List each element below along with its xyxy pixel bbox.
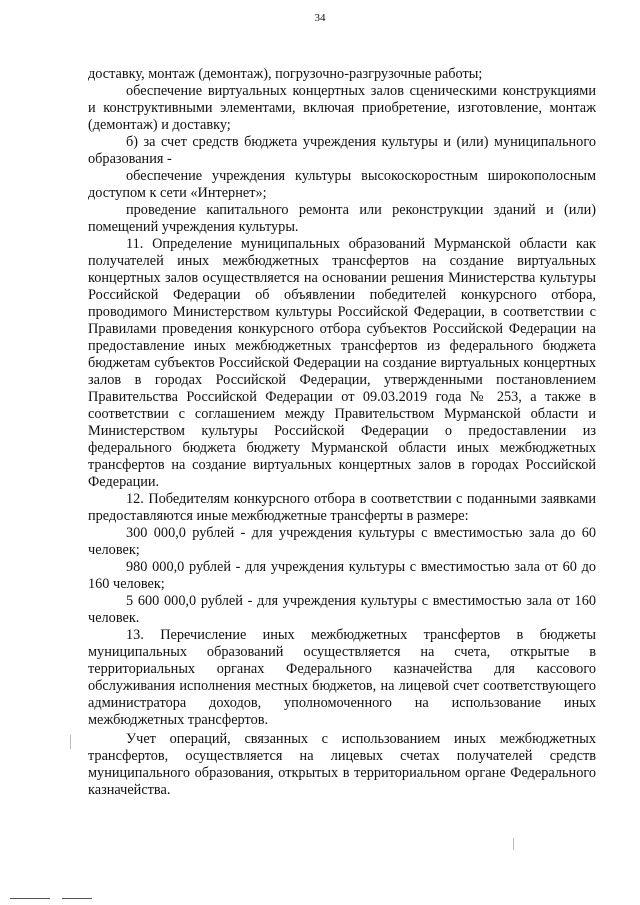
paragraph: 5 600 000,0 рублей - для учреждения культуры с вместимостью зала от 160 человек. xyxy=(88,593,596,626)
paragraph: доставку, монтаж (демонтаж), погрузочно-разгрузочные работы; xyxy=(88,66,483,82)
clause-12-paragraph: 12. Победителям конкурсного отбора в соответствии с поданными заявками предоставляются иные межбюджетные трансферты в размере: xyxy=(88,491,596,524)
footer-mark xyxy=(10,898,50,899)
paragraph: б) за счет средств бюджета учреждения культуры и (или) муниципального образования - xyxy=(88,134,596,167)
paragraph: проведение капитального ремонта или реконструкции зданий и (или) помещений учреждения культуры. xyxy=(88,202,596,235)
margin-tick xyxy=(70,735,71,749)
paragraph: обеспечение виртуальных концертных залов сценическими конструкциями и конструктивными элементами, включая приобретение, изготовление, монтаж (демонтаж) и доставку; xyxy=(88,83,596,133)
paragraph: 980 000,0 рублей - для учреждения культуры с вместимостью зала от 60 до 160 человек; xyxy=(88,559,596,592)
clause-13-paragraph: 13. Перечисление иных межбюджетных трансфертов в бюджеты муниципальных образований осуществляется на счета, открытые в территориальных органах Федерального казначейства для кассового обслуживания исполнения местных бюджетов, на лицевой счет соответствующего администратора доходов, уполномоченного на использование иных межбюджетных трансфертов. xyxy=(88,627,596,728)
margin-tick xyxy=(513,838,514,850)
paragraph: обеспечение учреждения культуры высокоскоростным широкополосным доступом к сети «Интернет»; xyxy=(88,168,596,201)
paragraph: 300 000,0 рублей - для учреждения культуры с вместимостью зала до 60 человек; xyxy=(88,525,596,558)
paragraph: Учет операций, связанных с использованием иных межбюджетных трансфертов, осуществляется на лицевых счетах получателей средств муниципального образования, открытых в территориальном органе Федерального казначейства. xyxy=(88,731,596,798)
clause-11-paragraph: 11. Определение муниципальных образований Мурманской области как получателей иных межбюджетных трансфертов на создание виртуальных концертных залов осуществляется на основании решения Министерства культуры Российской Федерации об объявлении победителей конкурсного отбора, проводимого Министерством культуры Российской Федерации, в соответствии с Правилами проведения конкурсного отбора субъектов Российской Федерации на предоставление иных межбюджетных трансфертов из федерального бюджета бюджетам субъектов Российской Федерации на создание виртуальных концертных залов в городах Российской Федерации, утвержденными постановлением Правительства Российской Федерации от 09.03.2019 года № 253, а также в соответствии с соглашением между Правительством Мурманской области и Министерством культуры Российской Федерации о предоставлении из федерального бюджета бюджету Мурманской области иных межбюджетных трансфертов на создание виртуальных концертных залов в городах Российской Федерации. xyxy=(88,236,596,490)
document-body xyxy=(88,66,596,799)
footer-mark xyxy=(62,898,92,899)
page-number: 34 xyxy=(314,12,326,24)
